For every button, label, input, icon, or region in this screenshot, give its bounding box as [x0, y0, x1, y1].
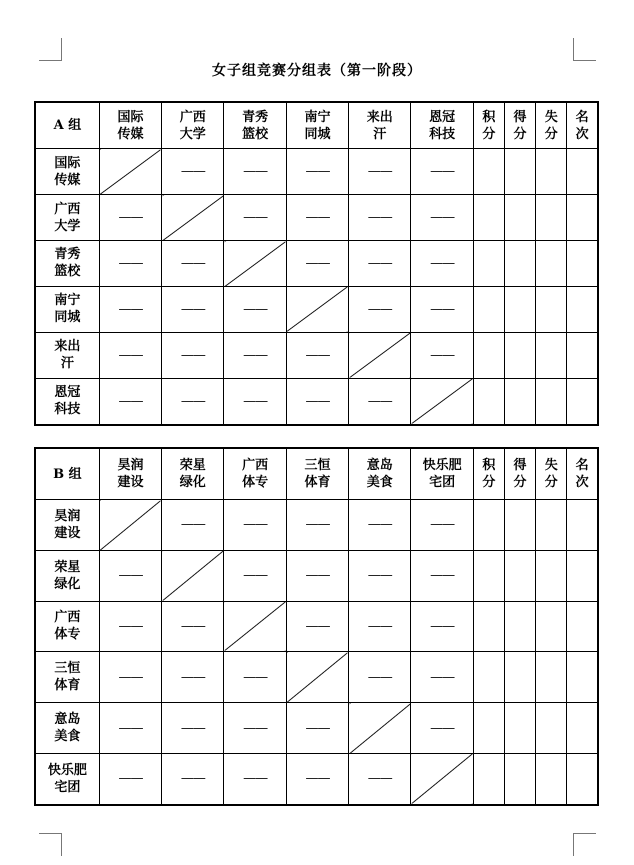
- team-row: [35, 652, 598, 703]
- match-empty-mark: ——: [367, 210, 392, 226]
- match-cell: [286, 500, 348, 551]
- match-empty-mark: ——: [180, 301, 205, 317]
- match-empty-mark: ——: [367, 164, 392, 180]
- team-row: [35, 601, 598, 652]
- column-team-name: 意岛美食: [366, 458, 393, 490]
- match-cell: [224, 753, 286, 805]
- match-cell: [411, 601, 473, 652]
- match-empty-mark: ——: [118, 347, 143, 363]
- match-empty-mark: ——: [367, 771, 392, 787]
- score-header: [504, 102, 535, 149]
- match-cell: [411, 241, 473, 287]
- match-cell: [162, 753, 224, 805]
- match-empty-mark: ——: [305, 347, 330, 363]
- score-cell: [536, 332, 567, 378]
- match-cell: [162, 500, 224, 551]
- score-header-label: 积分: [482, 109, 496, 142]
- match-cell: [99, 601, 161, 652]
- match-empty-mark: ——: [305, 393, 330, 409]
- crop-mark-bottom-left: [39, 833, 62, 856]
- match-empty-mark: ——: [118, 210, 143, 226]
- column-team-name: 昊润建设: [117, 458, 144, 490]
- diagonal-cell: [224, 241, 286, 287]
- match-empty-mark: ——: [180, 517, 205, 533]
- score-header-label: 失分: [544, 458, 558, 490]
- column-team-name: 快乐肥宅团: [422, 458, 462, 490]
- match-empty-mark: ——: [243, 393, 268, 409]
- match-empty-mark: ——: [430, 720, 455, 736]
- row-header-team: [35, 241, 99, 287]
- score-header-label: 名次: [575, 109, 589, 142]
- match-cell: [286, 195, 348, 241]
- score-cell: [567, 500, 598, 551]
- score-cell: [473, 149, 504, 195]
- match-empty-mark: ——: [430, 164, 455, 180]
- header-row: [35, 102, 598, 149]
- match-cell: [286, 703, 348, 754]
- match-cell: [162, 241, 224, 287]
- match-empty-mark: ——: [243, 347, 268, 363]
- score-header: [473, 448, 504, 500]
- match-empty-mark: ——: [180, 393, 205, 409]
- match-empty-mark: ——: [367, 568, 392, 584]
- crop-mark-top-left: [39, 38, 62, 61]
- match-cell: [162, 601, 224, 652]
- column-header-team: [349, 448, 411, 500]
- match-empty-mark: ——: [243, 301, 268, 317]
- score-cell: [504, 500, 535, 551]
- column-team-name: 荣星绿化: [179, 458, 206, 490]
- group-label: B 组: [35, 448, 99, 500]
- match-empty-mark: ——: [180, 771, 205, 787]
- match-empty-mark: ——: [367, 255, 392, 271]
- score-cell: [536, 500, 567, 551]
- match-empty-mark: ——: [180, 255, 205, 271]
- match-empty-mark: ——: [118, 771, 143, 787]
- score-header-label: 得分: [513, 109, 527, 142]
- match-cell: [162, 652, 224, 703]
- row-team-name: 广西体专: [54, 610, 81, 643]
- score-cell: [473, 195, 504, 241]
- team-row: [35, 149, 598, 195]
- match-empty-mark: ——: [180, 669, 205, 685]
- match-empty-mark: ——: [118, 669, 143, 685]
- match-cell: [224, 703, 286, 754]
- match-empty-mark: ——: [305, 568, 330, 584]
- column-team-name: 三恒体育: [304, 458, 331, 490]
- score-cell: [567, 753, 598, 805]
- score-cell: [567, 550, 598, 601]
- group-b-table: [34, 447, 599, 806]
- match-cell: [349, 378, 411, 425]
- score-cell: [504, 241, 535, 287]
- score-cell: [473, 378, 504, 425]
- diagonal-cell: [411, 378, 473, 425]
- match-empty-mark: ——: [305, 771, 330, 787]
- match-cell: [224, 378, 286, 425]
- match-cell: [411, 195, 473, 241]
- match-empty-mark: ——: [118, 720, 143, 736]
- team-row: [35, 550, 598, 601]
- score-header: [567, 448, 598, 500]
- match-empty-mark: ——: [180, 164, 205, 180]
- match-cell: [411, 703, 473, 754]
- row-header-team: [35, 550, 99, 601]
- score-cell: [504, 332, 535, 378]
- score-header: [536, 102, 567, 149]
- match-empty-mark: ——: [305, 210, 330, 226]
- team-row: [35, 703, 598, 754]
- match-cell: [286, 601, 348, 652]
- score-cell: [504, 703, 535, 754]
- column-team-name: 来出汗: [366, 109, 393, 142]
- score-cell: [504, 601, 535, 652]
- match-empty-mark: ——: [305, 255, 330, 271]
- score-cell: [536, 195, 567, 241]
- row-team-name: 意岛美食: [54, 712, 81, 745]
- row-team-name: 三恒体育: [54, 661, 81, 694]
- match-empty-mark: ——: [243, 669, 268, 685]
- row-header-team: [35, 149, 99, 195]
- score-cell: [536, 652, 567, 703]
- match-empty-mark: ——: [180, 720, 205, 736]
- score-cell: [504, 652, 535, 703]
- match-cell: [411, 550, 473, 601]
- column-header-team: [411, 448, 473, 500]
- match-cell: [411, 286, 473, 332]
- match-empty-mark: ——: [367, 669, 392, 685]
- match-cell: [162, 332, 224, 378]
- match-empty-mark: ——: [243, 517, 268, 533]
- match-empty-mark: ——: [430, 517, 455, 533]
- score-cell: [504, 149, 535, 195]
- match-cell: [99, 550, 161, 601]
- score-cell: [473, 703, 504, 754]
- row-header-team: [35, 703, 99, 754]
- match-empty-mark: ——: [243, 568, 268, 584]
- column-header-team: [224, 102, 286, 149]
- score-cell: [567, 652, 598, 703]
- match-cell: [286, 550, 348, 601]
- score-cell: [567, 601, 598, 652]
- match-empty-mark: ——: [430, 618, 455, 634]
- match-cell: [99, 378, 161, 425]
- score-cell: [504, 753, 535, 805]
- row-header-team: [35, 601, 99, 652]
- match-cell: [224, 286, 286, 332]
- match-cell: [349, 195, 411, 241]
- row-header-team: [35, 332, 99, 378]
- match-cell: [162, 286, 224, 332]
- row-team-name: 来出汗: [54, 339, 81, 372]
- match-empty-mark: ——: [243, 720, 268, 736]
- row-team-name: 昊润建设: [54, 508, 81, 541]
- score-header: [567, 102, 598, 149]
- group-a-table: [34, 101, 599, 426]
- match-cell: [286, 332, 348, 378]
- match-cell: [99, 195, 161, 241]
- row-team-name: 恩冠科技: [54, 385, 81, 418]
- row-header-team: [35, 652, 99, 703]
- row-team-name: 广西大学: [54, 201, 81, 234]
- column-team-name: 恩冠科技: [429, 109, 456, 142]
- match-cell: [99, 703, 161, 754]
- match-empty-mark: ——: [430, 301, 455, 317]
- match-empty-mark: ——: [118, 618, 143, 634]
- column-header-team: [224, 448, 286, 500]
- match-cell: [224, 195, 286, 241]
- match-empty-mark: ——: [305, 720, 330, 736]
- match-cell: [411, 149, 473, 195]
- match-empty-mark: ——: [367, 301, 392, 317]
- column-team-name: 广西体专: [242, 458, 269, 490]
- row-team-name: 青秀篮校: [54, 247, 81, 280]
- score-cell: [504, 550, 535, 601]
- match-empty-mark: ——: [430, 210, 455, 226]
- score-cell: [504, 195, 535, 241]
- score-cell: [536, 601, 567, 652]
- group-label: A 组: [35, 102, 99, 149]
- score-cell: [473, 601, 504, 652]
- match-cell: [349, 149, 411, 195]
- team-row: [35, 753, 598, 805]
- match-cell: [349, 753, 411, 805]
- score-cell: [567, 241, 598, 287]
- column-team-name: 青秀篮校: [242, 109, 269, 142]
- diagonal-cell: [162, 550, 224, 601]
- score-cell: [567, 195, 598, 241]
- score-cell: [536, 378, 567, 425]
- score-header: [504, 448, 535, 500]
- match-cell: [349, 286, 411, 332]
- match-cell: [162, 703, 224, 754]
- match-cell: [411, 652, 473, 703]
- score-cell: [504, 378, 535, 425]
- match-empty-mark: ——: [243, 771, 268, 787]
- match-cell: [411, 332, 473, 378]
- match-cell: [224, 500, 286, 551]
- diagonal-cell: [411, 753, 473, 805]
- score-header-label: 得分: [513, 458, 527, 490]
- score-header: [473, 102, 504, 149]
- score-cell: [473, 550, 504, 601]
- match-cell: [349, 601, 411, 652]
- score-cell: [567, 149, 598, 195]
- score-cell: [567, 286, 598, 332]
- score-cell: [536, 550, 567, 601]
- match-empty-mark: ——: [305, 517, 330, 533]
- column-team-name: 南宁同城: [304, 109, 331, 142]
- score-cell: [536, 703, 567, 754]
- match-cell: [99, 241, 161, 287]
- team-row: [35, 241, 598, 287]
- diagonal-cell: [286, 286, 348, 332]
- match-empty-mark: ——: [305, 618, 330, 634]
- match-cell: [99, 332, 161, 378]
- match-empty-mark: ——: [243, 164, 268, 180]
- match-cell: [286, 378, 348, 425]
- score-cell: [473, 652, 504, 703]
- match-empty-mark: ——: [118, 393, 143, 409]
- match-empty-mark: ——: [118, 301, 143, 317]
- match-cell: [411, 500, 473, 551]
- score-cell: [536, 149, 567, 195]
- match-empty-mark: ——: [430, 568, 455, 584]
- diagonal-cell: [349, 703, 411, 754]
- column-header-team: [99, 102, 161, 149]
- match-cell: [349, 550, 411, 601]
- match-cell: [99, 286, 161, 332]
- row-team-name: 荣星绿化: [54, 559, 81, 592]
- match-cell: [224, 149, 286, 195]
- score-cell: [473, 332, 504, 378]
- match-empty-mark: ——: [367, 618, 392, 634]
- team-row: [35, 378, 598, 425]
- score-header: [536, 448, 567, 500]
- score-cell: [536, 241, 567, 287]
- match-cell: [224, 652, 286, 703]
- row-team-name: 南宁同城: [54, 293, 81, 326]
- column-header-team: [286, 102, 348, 149]
- match-empty-mark: ——: [305, 164, 330, 180]
- score-cell: [504, 286, 535, 332]
- diagonal-cell: [99, 500, 161, 551]
- match-cell: [162, 149, 224, 195]
- crop-mark-bottom-right: [573, 833, 596, 856]
- match-cell: [162, 378, 224, 425]
- match-empty-mark: ——: [180, 618, 205, 634]
- column-header-team: [411, 102, 473, 149]
- score-cell: [567, 332, 598, 378]
- row-header-team: [35, 286, 99, 332]
- match-cell: [99, 753, 161, 805]
- score-header-label: 名次: [575, 458, 589, 490]
- diagonal-cell: [224, 601, 286, 652]
- score-cell: [567, 378, 598, 425]
- diagonal-cell: [99, 149, 161, 195]
- match-empty-mark: ——: [430, 669, 455, 685]
- column-header-team: [162, 102, 224, 149]
- score-cell: [473, 500, 504, 551]
- match-empty-mark: ——: [180, 347, 205, 363]
- diagonal-cell: [162, 195, 224, 241]
- score-cell: [473, 753, 504, 805]
- match-empty-mark: ——: [430, 347, 455, 363]
- column-team-name: 国际传媒: [117, 109, 144, 142]
- score-cell: [473, 286, 504, 332]
- column-header-team: [286, 448, 348, 500]
- crop-mark-top-right: [573, 38, 596, 61]
- team-row: [35, 195, 598, 241]
- match-cell: [286, 753, 348, 805]
- match-cell: [286, 241, 348, 287]
- match-cell: [286, 149, 348, 195]
- score-header-label: 积分: [482, 458, 496, 490]
- column-header-team: [349, 102, 411, 149]
- diagonal-cell: [349, 332, 411, 378]
- column-header-team: [99, 448, 161, 500]
- score-cell: [536, 753, 567, 805]
- match-empty-mark: ——: [118, 255, 143, 271]
- match-empty-mark: ——: [118, 568, 143, 584]
- document-title: 女子组竞赛分组表（第一阶段）: [212, 63, 422, 79]
- team-row: [35, 500, 598, 551]
- match-cell: [224, 550, 286, 601]
- match-empty-mark: ——: [367, 393, 392, 409]
- column-team-name: 广西大学: [179, 109, 206, 142]
- match-cell: [349, 652, 411, 703]
- match-cell: [349, 241, 411, 287]
- row-team-name: 快乐肥宅团: [47, 762, 87, 795]
- match-empty-mark: ——: [430, 255, 455, 271]
- team-row: [35, 332, 598, 378]
- team-row: [35, 286, 598, 332]
- score-cell: [536, 286, 567, 332]
- diagonal-cell: [286, 652, 348, 703]
- row-header-team: [35, 500, 99, 551]
- row-header-team: [35, 195, 99, 241]
- row-header-team: [35, 753, 99, 805]
- score-cell: [567, 703, 598, 754]
- match-empty-mark: ——: [367, 517, 392, 533]
- score-header-label: 失分: [544, 109, 558, 142]
- match-cell: [99, 652, 161, 703]
- match-cell: [224, 332, 286, 378]
- match-empty-mark: ——: [243, 210, 268, 226]
- score-cell: [473, 241, 504, 287]
- header-row: [35, 448, 598, 500]
- column-header-team: [162, 448, 224, 500]
- match-cell: [349, 500, 411, 551]
- row-team-name: 国际传媒: [54, 155, 81, 188]
- row-header-team: [35, 378, 99, 425]
